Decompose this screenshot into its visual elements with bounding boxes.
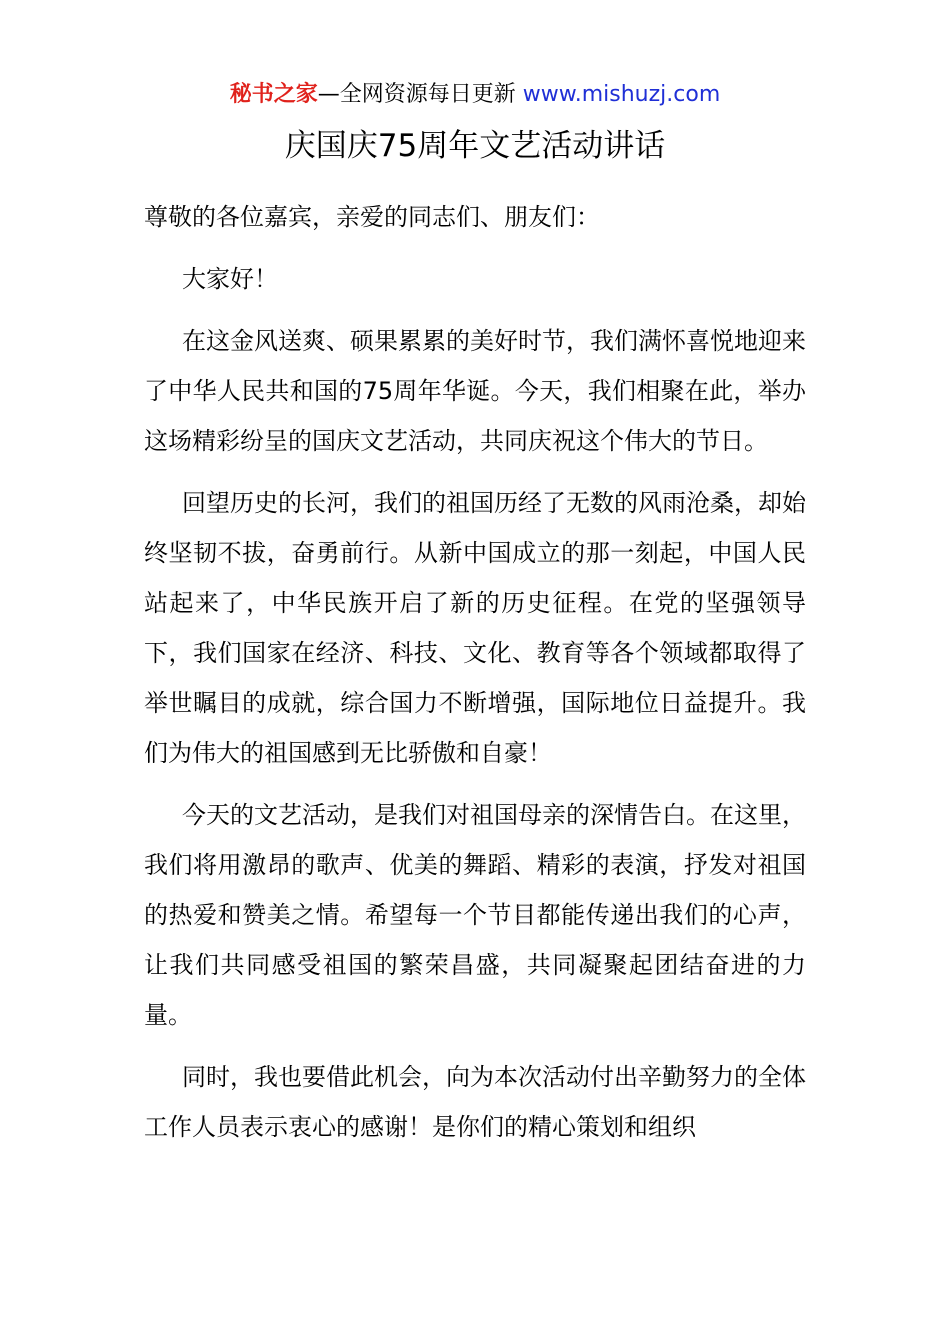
site-url-link[interactable]: www.mishuzj.com: [522, 82, 721, 107]
page-header: [0, 80, 950, 110]
document-body: [144, 192, 806, 1164]
salutation: 尊敬的各位嘉宾，亲爱的同志们、朋友们：: [144, 203, 600, 231]
paragraph-history: 回望历史的长河，我们的祖国历经了无数的风雨沧桑，却始终坚韧不拔，奋勇前行。从新中国成立的那一刻起，中国人民站起来了，中华民族开启了新的历史征程。在党的坚强领导下，我们国家在经济、科技、文化、教育等各个领域都取得了举世瞩目的成就，综合国力不断增强，国际地位日益提升。我们为伟大的祖国感到无比骄傲和自豪！: [144, 489, 806, 767]
paragraph-opening: 在这金风送爽、硕果累累的美好时节，我们满怀喜悦地迎来了中华人民共和国的75周年华诞。今天，我们相聚在此，举办这场精彩纷呈的国庆文艺活动，共同庆祝这个伟大的节日。: [144, 327, 806, 455]
paragraph-thanks: 同时，我也要借此机会，向为本次活动付出辛勤努力的全体工作人员表示衷心的感谢！是你们的精心策划和组织: [144, 1063, 806, 1141]
brand-name: 秘书之家: [229, 82, 318, 107]
paragraph-activity: 今天的文艺活动，是我们对祖国母亲的深情告白。在这里，我们将用激昂的歌声、优美的舞蹈、精彩的表演，抒发对祖国的热爱和赞美之情。希望每一个节目都能传递出我们的心声，让我们共同感受祖国的繁荣昌盛，共同凝聚起团结奋进的力量。: [144, 801, 806, 1029]
paragraph-greeting: 大家好！: [182, 265, 278, 293]
document-title: 庆国庆75周年文艺活动讲话: [284, 128, 666, 164]
header-tagline: —全网资源每日更新: [317, 82, 516, 107]
